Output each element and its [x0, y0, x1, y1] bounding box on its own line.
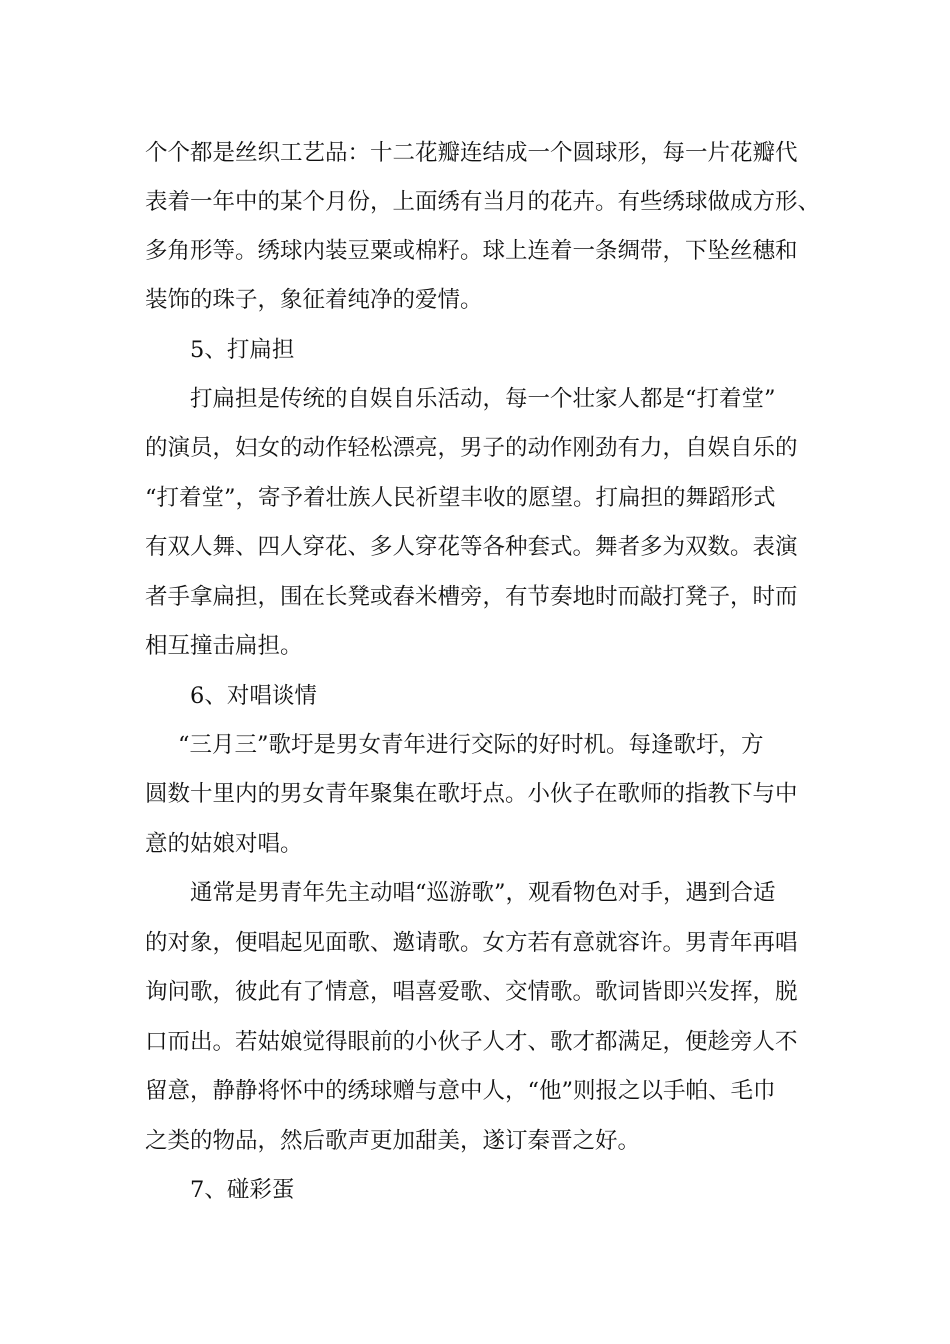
paragraph-line: 表着一年中的某个月份，上面绣有当月的花卉。有些绣球做成方形、 [145, 189, 821, 215]
paragraph-line: 圆数十里内的男女青年聚集在歌圩点。小伙子在歌师的指教下与中 [145, 781, 798, 807]
section-heading: 7、碰彩蛋 [190, 1177, 295, 1203]
paragraph-line: 意的姑娘对唱。 [145, 831, 303, 857]
paragraph-line: 的对象，便唱起见面歌、邀请歌。女方若有意就容许。男青年再唱 [145, 930, 798, 956]
paragraph-line: 之类的物品，然后歌声更加甜美，遂订秦晋之好。 [145, 1128, 641, 1154]
paragraph-line: 装饰的珠子，象征着纯净的爱情。 [145, 287, 483, 313]
paragraph-line: 多角形等。绣球内装豆粟或棉籽。球上连着一条绸带，下坠丝穗和 [145, 238, 798, 264]
paragraph-line: 有双人舞、四人穿花、多人穿花等各种套式。舞者多为双数。表演 [145, 534, 798, 560]
paragraph-line: 打扁担是传统的自娱自乐活动，每一个壮家人都是“打着堂” [190, 386, 776, 412]
paragraph-line: 的演员，妇女的动作轻松漂亮，男子的动作刚劲有力，自娱自乐的 [145, 435, 798, 461]
paragraph-line: “三月三”歌圩是男女青年进行交际的好时机。每逢歌圩，方 [178, 732, 764, 758]
section-heading: 5、打扁担 [190, 337, 295, 363]
paragraph-line: 留意，静静将怀中的绣球赠与意中人，“他”则报之以手帕、毛巾 [145, 1078, 776, 1104]
paragraph-line: “打着堂”，寄予着壮族人民祈望丰收的愿望。打扁担的舞蹈形式 [145, 485, 776, 511]
paragraph-line: 通常是男青年先主动唱“巡游歌”，观看物色对手，遇到合适 [190, 880, 776, 906]
paragraph-line: 者手拿扁担，围在长凳或舂米槽旁，有节奏地时而敲打凳子，时而 [145, 584, 798, 610]
paragraph-line: 询问歌，彼此有了情意，唱喜爱歌、交情歌。歌词皆即兴发挥，脱 [145, 979, 798, 1005]
paragraph-line: 个个都是丝织工艺品：十二花瓣连结成一个圆球形，每一片花瓣代 [145, 140, 798, 166]
section-heading: 6、对唱谈情 [190, 683, 317, 709]
paragraph-line: 相互撞击扁担。 [145, 633, 303, 659]
paragraph-line: 口而出。若姑娘觉得眼前的小伙子人才、歌才都满足，便趁旁人不 [145, 1029, 798, 1055]
